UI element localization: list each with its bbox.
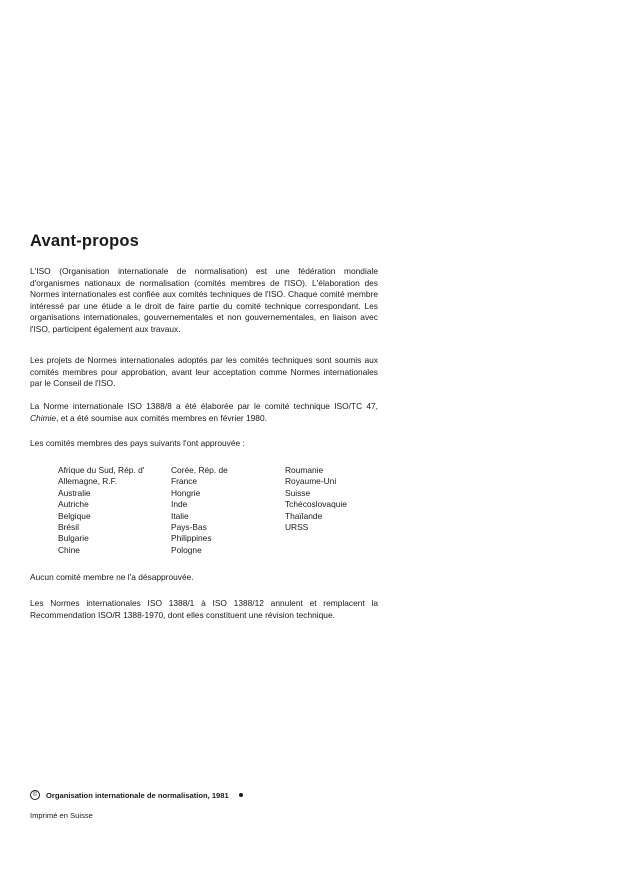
country-item: Italie	[171, 510, 189, 521]
country-list	[58, 465, 395, 556]
country-item: Hongrie	[171, 487, 201, 498]
country-column-3	[285, 465, 395, 556]
country-item: Corée, Rép. de	[171, 465, 228, 475]
country-item: Roumanie	[285, 465, 324, 475]
bullet-icon	[239, 793, 243, 797]
paragraph-approving-countries: Les comités membres des pays suivants l'ont approuvée :	[30, 438, 245, 448]
country-item: Australie	[58, 487, 91, 498]
country-item: Pologne	[171, 544, 202, 555]
country-item: Royaume-Uni	[285, 476, 337, 487]
paragraph-committee	[30, 401, 378, 424]
country-item: URSS	[285, 522, 309, 533]
country-item: Inde	[171, 499, 188, 510]
paragraph-no-disapproval: Aucun comité membre ne l'a désapprouvée.	[30, 572, 194, 582]
country-item: Pays-Bas	[171, 522, 207, 533]
country-column-1	[58, 465, 171, 556]
paragraph-committee-start: La Norme internationale ISO 1388/8 a été élaborée par le comité technique ISO/TC 47,	[30, 401, 378, 411]
paragraph-replacement: Les Normes internationales ISO 1388/1 à ISO 1388/12 annulent et remplacent la Recommendation ISO/R 1388-1970, dont elles constituent une révision technique.	[30, 598, 378, 620]
country-item: France	[171, 476, 198, 487]
country-item: Belgique	[58, 510, 91, 521]
page-title: Avant-propos	[30, 232, 140, 250]
country-item: Bulgarie	[58, 533, 89, 544]
country-item: Thaïlande	[285, 510, 323, 521]
copyright-text: Organisation internationale de normalisation, 1981	[46, 790, 229, 800]
copyright-line	[30, 790, 243, 800]
paragraph-committee-italic: Chimie	[30, 412, 57, 423]
paragraph-committee-end: , et a été soumise aux comités membres en février 1980.	[56, 412, 267, 423]
copyright-icon: ©	[30, 790, 40, 800]
paragraph-iso-intro: L'ISO (Organisation internationale de normalisation) est une fédération mondiale d'organismes nationaux de normalisation (comités membres de l'ISO). L'élaboration des Normes internationales est confiée aux comités techniques de l'ISO. Chaque comité membre intéressé par une étude a le droit de faire partie du comité technique correspondant. Les organisations internationales, gouvernementales et non gouvernementales, en liaison avec l'ISO, participent également aux travaux.	[30, 266, 378, 334]
country-item: Philippines	[171, 533, 212, 544]
country-item: Afrique du Sud, Rép. d'	[58, 465, 145, 475]
country-item: Chine	[58, 544, 80, 555]
country-item: Brésil	[58, 522, 79, 533]
country-item: Suisse	[285, 487, 311, 498]
printed-in-note: Imprimé en Suisse	[30, 811, 93, 820]
country-item: Autriche	[58, 499, 89, 510]
country-item: Tchécoslovaquie	[285, 499, 347, 510]
country-column-2	[171, 465, 285, 556]
paragraph-approval: Les projets de Normes internationales adoptés par les comités techniques sont soumis aux comités membres pour approbation, avant leur acceptation comme Normes internationales par le Conseil de l'ISO.	[30, 355, 378, 389]
country-item: Allemagne, R.F.	[58, 476, 118, 487]
